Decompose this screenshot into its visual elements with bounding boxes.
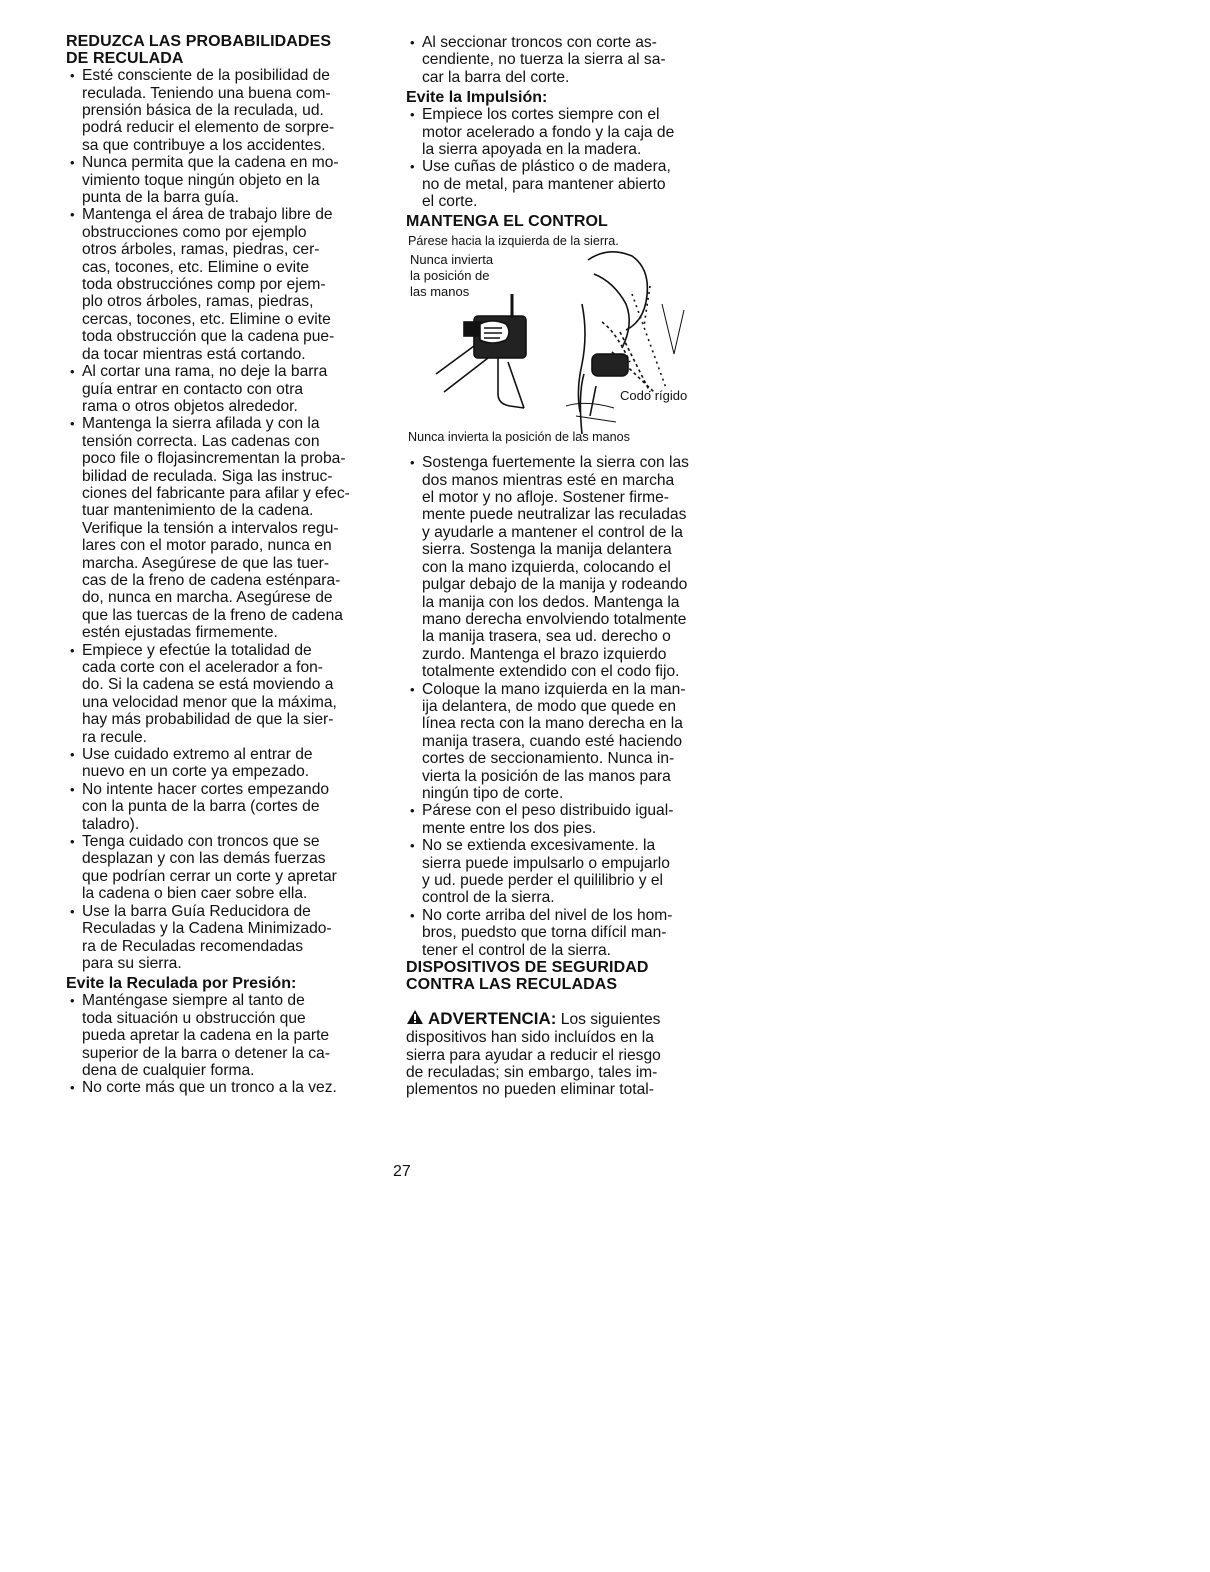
figure-label-never-cross-hands: Nunca invierta la posición de las manos (410, 252, 494, 300)
subheading-pinch-kickback: Evite la Reculada por Presión: (66, 975, 297, 993)
list-item: • Mantenga la sierra afilada y con la tensión correcta. Las cadenas con poco file o flojasincrementan la proba- bilidad de reculada. Siga las instruc- ciones del fabricante para afilar y efec- tuar mantenimiento de la cadena. Verifique la tensión a intervalos regu- lares con el motor parado, nunca en marcha. Asegúrese de que las tuer- cas de la freno de cadena esténpara- do, nunca en marcha. Asegúrese de que las tuercas de la freno de cadena estén ejustadas firmemente. (66, 415, 382, 641)
list-item: • Al seccionar troncos con corte as- cendiente, no tuerza la sierra al sa- car la barra del corte. (406, 34, 724, 86)
right-column (406, 34, 724, 1099)
list-item: • No corte más que un tronco a la vez. (66, 1079, 382, 1096)
list-item: • Nunca permita que la cadena en mo- vimiento toque ningún objeto en la punta de la barra guía. (66, 154, 382, 206)
list-item: • Sostenga fuertemente la sierra con las dos manos mientras esté en marcha el motor y no afloje. Sostener firme- mente puede neutralizar las reculadas y ayudarle a mantener el control de la sierra. Sostenga la manija delantera con la mano izquierda, colocando el pulgar debajo de la manija y rodeando la manija con los dedos. Mantenga la mano derecha envolviendo totalmente la manija trasera, sea ud. derecho o zurdo. Mantenga el brazo izquierdo totalmente extendido con el codo fijo. (406, 454, 724, 680)
heading-keep-control: MANTENGA EL CONTROL (406, 212, 608, 230)
warning-lead-text: Los siguientes (556, 1011, 661, 1029)
bullet-list-cut (406, 34, 724, 86)
bullet-list-kickback-tips (66, 67, 382, 972)
left-column (66, 34, 382, 1097)
warning-text: dispositivos han sido incluídos en la sierra para ayudar a reducir el riesgo de reculadas; sin embargo, tales im- plementos no pueden eliminar total- (406, 1029, 661, 1099)
list-item: • Use cuidado extremo al entrar de nuevo en un corte ya empezado. (66, 746, 382, 781)
list-item: • Esté consciente de la posibilidad de reculada. Teniendo una buena com- prensión básica de la reculada, ud. podrá reducir el elemento de sorpre- sa que contribuye a los accidentes. (66, 67, 382, 154)
list-item: • Empiece y efectúe la totalidad de cada corte con el acelerador a fon- do. Si la cadena se está moviendo a una velocidad menor que la máxima, hay más probabilidad de que la sier- ra recule. (66, 642, 382, 746)
figure-caption: Nunca invierta la posición de las manos (408, 430, 630, 445)
list-item: • Tenga cuidado con troncos que se desplazan y con las demás fuerzas que podrían cerrar un corte y apretar la cadena o bien caer sobre ella. (66, 833, 382, 903)
list-item: • Use cuñas de plástico o de madera, no de metal, para mantener abierto el corte. (406, 158, 724, 210)
list-item: • Manténgase siempre al tanto de toda situación u obstrucción que pueda apretar la cadena en la parte superior de la barra o detener la ca- dena de cualquier forma. (66, 992, 382, 1079)
figure-label-locked-elbow: Codo rígido (620, 388, 688, 404)
list-item: • Al cortar una rama, no deje la barra guía entrar en contacto con otra rama o otros objetos alrededor. (66, 363, 382, 415)
warning-block (406, 1009, 724, 1029)
list-item: • Mantenga el área de trabajo libre de obstrucciones como por ejemplo otros árboles, ramas, piedras, cer- cas, tocones, etc. Elimine o evite toda obstrucciónes comp por ejem- plo otros árboles, ramas, piedras, cercas, tocones, etc. Elimine o evite toda obstrucción que la cadena pue- da tocar mientras está cortando. (66, 206, 382, 363)
heading-reduce-kickback: REDUZCA LAS PROBABILIDADES DE RECULADA (66, 33, 332, 67)
list-item: • No corte arriba del nivel de los hom- bros, puedsto que torna difícil man- tener el control de la sierra. (406, 907, 724, 959)
list-item: • Párese con el peso distribuido igual- mente entre los dos pies. (406, 802, 724, 837)
list-item: • Empiece los cortes siempre con el motor acelerado a fondo y la caja de la sierra apoyada en la madera. (406, 106, 724, 158)
list-item: • Coloque la mano izquierda en la man- ija delantera, de modo que quede en línea recta con la mano derecha en la manija trasera, cuando esté haciendo cortes de seccionamiento. Nunca in- vierta la posición de las manos para ningún tipo de corte. (406, 681, 724, 803)
bullet-list-pushback (406, 106, 724, 210)
page-number: 27 (393, 1163, 411, 1180)
list-item: • Use la barra Guía Reducidora de Reculadas y la Cadena Minimizado- ra de Reculadas recomendadas para su sierra. (66, 903, 382, 973)
bullet-list-control (406, 454, 724, 959)
warning-label: ADVERTENCIA: (428, 1009, 557, 1029)
list-item: • No se extienda excesivamente. la sierra puede impulsarlo o empujarlo y ud. puede perder el quililibrio y el control de la sierra. (406, 837, 724, 907)
list-item: • No intente hacer cortes empezando con la punta de la barra (cortes de taladro). (66, 781, 382, 833)
warning-triangle-icon (406, 1009, 424, 1025)
hand-position-illustration (406, 234, 724, 454)
bullet-list-pinch (66, 992, 382, 1096)
figure-label-stand-left: Párese hacia la izquierda de la sierra. (408, 234, 619, 249)
heading-safety-devices: DISPOSITIVOS DE SEGURIDAD CONTRA LAS RECULADAS (406, 959, 649, 993)
subheading-pushback: Evite la Impulsión: (406, 89, 548, 107)
